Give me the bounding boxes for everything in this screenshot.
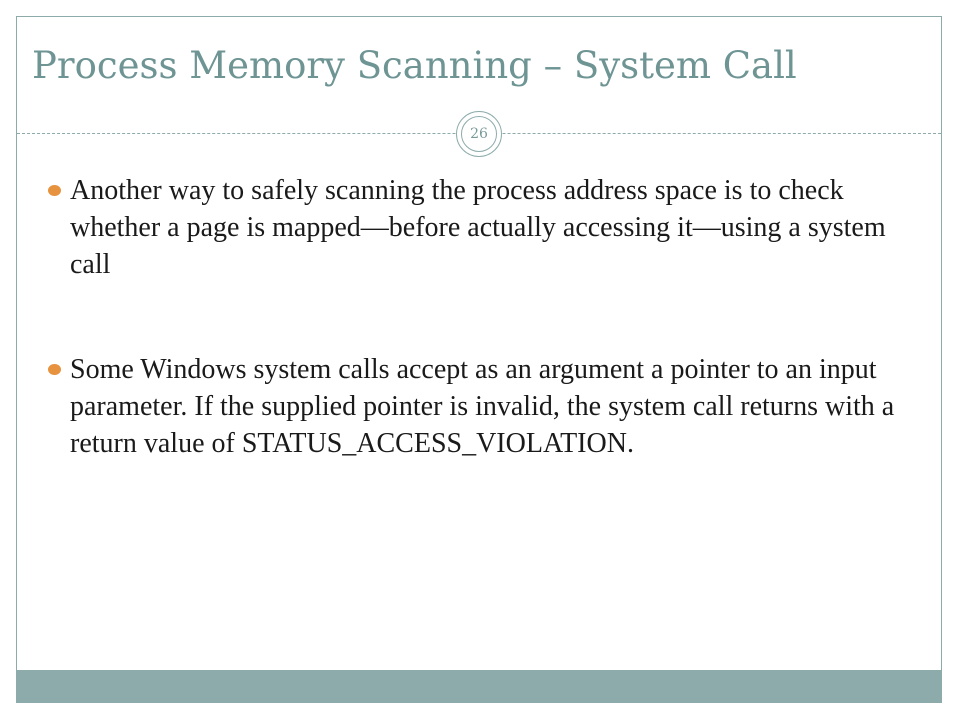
bullet-item (44, 351, 924, 462)
slide-number: 26 (461, 116, 497, 152)
slide-number-badge (456, 111, 502, 157)
bullet-text: Some Windows system calls accept as an argument a pointer to an input parameter. If the supplied pointer is invalid, the system call returns with a return value of STATUS_ACCESS_VIOLATION. (70, 354, 895, 459)
slide-title: Process Memory Scanning – System Call (32, 44, 797, 87)
bullet-list (44, 172, 924, 462)
bullet-item (44, 172, 924, 283)
bullet-dot-icon (48, 364, 61, 375)
footer-bar (17, 670, 941, 702)
bullet-text: Another way to safely scanning the process address space is to check whether a page is mapped—before actually accessing it—using a system call (70, 175, 886, 280)
bullet-dot-icon (48, 185, 61, 196)
